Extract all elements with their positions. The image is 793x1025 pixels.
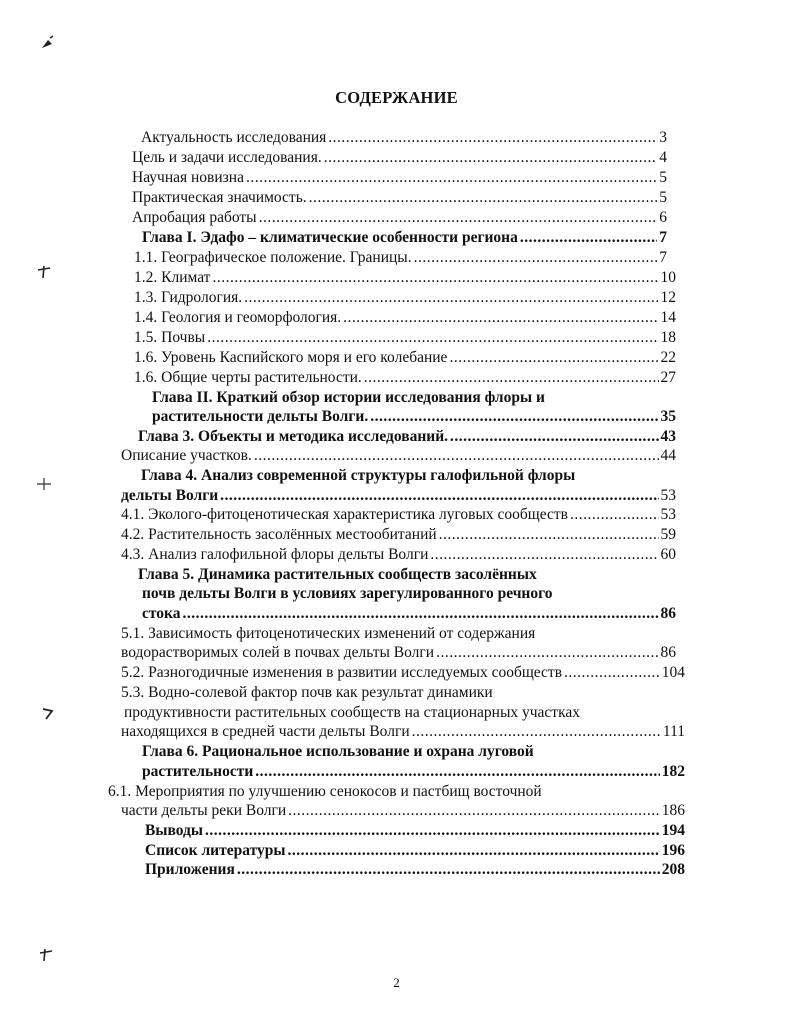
- toc-chapter: [0, 860, 793, 880]
- toc-entry-line: [0, 782, 793, 802]
- toc-chapter: [0, 486, 793, 506]
- leader-dots: [520, 228, 657, 248]
- toc-entry-title: Глава II. Краткий обзор истории исследования флоры и: [152, 389, 545, 406]
- toc-entry-title: части дельты реки Волги: [121, 802, 287, 819]
- leader-dots: [436, 643, 658, 663]
- leader-dots: [254, 446, 659, 466]
- toc-entry: [0, 328, 793, 348]
- toc-entry-title: растительности дельты Волги.: [152, 408, 369, 425]
- toc-entry-page: 196: [661, 842, 685, 859]
- toc-entry-title: Научная новизна: [132, 169, 244, 186]
- scan-mark-icon: [36, 945, 56, 965]
- toc-entry-title: растительности: [142, 763, 254, 780]
- leader-dots: [237, 860, 660, 880]
- toc-entry-page: 22: [660, 349, 676, 366]
- toc-chapter: [0, 821, 793, 841]
- toc-entry: [0, 208, 793, 228]
- toc-entry-title: 1.3. Гидрология.: [134, 289, 243, 306]
- toc-entry-title: Приложения: [145, 861, 235, 878]
- toc-entry-title: 4.3. Анализ галофильной флоры дельты Волги: [121, 546, 429, 563]
- toc-entry: [0, 188, 793, 208]
- toc-chapter-line: [0, 584, 793, 604]
- toc-entry-page: 194: [661, 822, 685, 839]
- leader-dots: [287, 841, 659, 861]
- leader-dots: [220, 486, 658, 506]
- leader-dots: [414, 248, 658, 268]
- toc-entry-line: [0, 624, 793, 644]
- toc-entry-title: Выводы: [145, 822, 203, 839]
- toc-entry: [0, 268, 793, 288]
- leader-dots: [439, 525, 659, 545]
- page-number: 2: [393, 975, 400, 990]
- toc-entry-title: стока: [142, 605, 181, 622]
- toc-entry-page: 5: [659, 189, 667, 206]
- toc-entry-title: Апробация работы: [132, 209, 257, 226]
- toc-entry-page: 4: [659, 149, 667, 166]
- toc-chapter: [0, 762, 793, 782]
- toc-chapter-line: [0, 742, 793, 762]
- leader-dots: [212, 268, 658, 288]
- toc-entry-page: 186: [661, 802, 685, 819]
- toc-entry-page: 12: [660, 289, 676, 306]
- leader-dots: [183, 604, 659, 624]
- toc-entry-title: 5.1. Зависимость фитоценотических изменений от содержания: [121, 625, 536, 642]
- toc-entry-title: дельты Волги: [121, 487, 219, 504]
- leader-dots: [246, 168, 657, 188]
- leader-dots: [259, 208, 658, 228]
- toc-chapter: [0, 841, 793, 861]
- toc-entry-title: находящихся в средней части дельты Волги: [121, 723, 410, 740]
- toc-entry: [0, 722, 793, 742]
- toc-entry-title: 1.6. Общие черты растительности.: [134, 369, 362, 386]
- toc-entry-page: 104: [661, 664, 685, 681]
- toc-entry-page: 53: [660, 506, 676, 523]
- toc-entry-page: 111: [662, 723, 685, 740]
- leader-dots: [412, 722, 661, 742]
- toc-entry: [0, 288, 793, 308]
- toc-entry-page: 5: [659, 169, 667, 186]
- toc-entry: [0, 643, 793, 663]
- leader-dots: [288, 801, 660, 821]
- toc-entry-title: Глава I. Эдафо – климатические особенности региона: [142, 229, 518, 246]
- toc-entry: [0, 248, 793, 268]
- toc-entry-title: Глава 4. Анализ современной структуры галофильной флоры: [141, 467, 576, 484]
- toc-chapter: [0, 604, 793, 624]
- toc-chapter-line: [0, 565, 793, 585]
- toc-entry-page: 6: [659, 209, 667, 226]
- toc-entry: [0, 525, 793, 545]
- toc-entry-title: Глава 6. Рациональное использование и охрана луговой: [142, 743, 534, 760]
- toc-entry-title: Цель и задачи исследования.: [132, 149, 322, 166]
- toc-entry: [0, 545, 793, 565]
- leader-dots: [255, 762, 659, 782]
- scan-mark-icon: [38, 34, 58, 54]
- toc-entry-page: 59: [660, 526, 676, 543]
- toc-entry: [0, 168, 793, 188]
- toc-entry: [0, 308, 793, 328]
- toc-entry-title: 1.1. Географическое положение. Границы.: [134, 249, 412, 266]
- toc-entry-page: 7: [659, 229, 667, 246]
- leader-dots: [450, 427, 658, 447]
- toc-entry-page: 27: [660, 369, 676, 386]
- toc-chapter-line: [0, 466, 793, 486]
- leader-dots: [244, 288, 658, 308]
- toc-entry: [0, 446, 793, 466]
- toc-entry-title: 5.2. Разногодичные изменения в развитии исследуемых сообществ: [121, 664, 563, 681]
- toc-entry-title: Актуальность исследования: [141, 129, 327, 146]
- leader-dots: [430, 545, 658, 565]
- toc-entry-page: 86: [660, 644, 676, 661]
- leader-dots: [207, 328, 658, 348]
- toc-entry-page: 35: [660, 408, 676, 425]
- leader-dots: [324, 148, 658, 168]
- toc-chapter: [0, 228, 793, 248]
- leader-dots: [328, 128, 657, 148]
- leader-dots: [343, 308, 658, 328]
- toc-entry: [0, 663, 793, 683]
- leader-dots: [309, 188, 658, 208]
- toc-entry-title: 1.5. Почвы: [134, 329, 206, 346]
- toc-entry-title: Практическая значимость.: [132, 189, 307, 206]
- toc-entry-page: 86: [660, 605, 676, 622]
- toc-entry-page: 60: [660, 546, 676, 563]
- toc-entry-page: 182: [661, 763, 685, 780]
- toc-entry-title: 5.3. Водно-солевой фактор почв как результат динамики: [121, 684, 493, 701]
- toc-entry-title: 1.6. Уровень Каспийского моря и его колебание: [134, 349, 448, 366]
- toc-entry: [0, 148, 793, 168]
- toc-entry: [0, 505, 793, 525]
- leader-dots: [205, 821, 660, 841]
- toc-entry-page: 53: [660, 487, 676, 504]
- toc-entry-page: 10: [660, 269, 676, 286]
- toc-entry-line: [0, 683, 793, 703]
- leader-dots: [364, 368, 659, 388]
- leader-dots: [570, 505, 659, 525]
- toc-entry-title: 6.1. Мероприятия по улучшению сенокосов и пастбищ восточной: [108, 783, 542, 800]
- toc-entry-title: Список литературы: [145, 842, 286, 859]
- toc-entry-line: [0, 703, 793, 723]
- toc-chapter-line: [0, 388, 793, 408]
- toc-entry-title: 4.1. Эколого-фитоценотическая характеристика луговых сообществ: [121, 506, 568, 523]
- toc-entry: [0, 368, 793, 388]
- toc-entry-page: 208: [661, 861, 685, 878]
- toc-entry-page: 43: [660, 428, 676, 445]
- toc-entry-page: 18: [660, 329, 676, 346]
- toc-entry-page: 3: [659, 129, 667, 146]
- toc-chapter: [0, 427, 793, 447]
- toc-entry-title: почв дельты Волги в условиях зарегулированного речного: [142, 585, 553, 602]
- toc-chapter: [0, 407, 793, 427]
- toc-entry-title: водорастворимых солей в почвах дельты Волги: [121, 644, 435, 661]
- page-title: СОДЕРЖАНИЕ: [335, 88, 458, 107]
- toc-entry-title: 1.2. Климат: [134, 269, 211, 286]
- scan-mark-icon: [34, 262, 54, 282]
- toc-entry-title: Глава 3. Объекты и методика исследований.: [138, 428, 449, 445]
- toc-entry: [0, 801, 793, 821]
- toc-entry-title: Глава 5. Динамика растительных сообществ засолённых: [138, 566, 537, 583]
- leader-dots: [564, 663, 660, 683]
- toc-entry-title: 1.4. Геология и геоморфология.: [134, 309, 342, 326]
- toc-entry-title: 4.2. Растительность засолённых местообитаний: [121, 526, 437, 543]
- toc-entry-page: 14: [660, 309, 676, 326]
- toc-entry: [0, 348, 793, 368]
- scan-mark-icon: [38, 703, 58, 723]
- toc-entry-title: Описание участков.: [121, 447, 252, 464]
- leader-dots: [449, 348, 658, 368]
- toc-entry-page: 7: [659, 249, 667, 266]
- toc-entry: [0, 128, 793, 148]
- scan-mark-icon: [34, 474, 54, 494]
- toc-entry-title: продуктивности растительных сообществ на стационарных участках: [124, 704, 581, 721]
- toc-entry-page: 44: [660, 447, 676, 464]
- leader-dots: [370, 407, 658, 427]
